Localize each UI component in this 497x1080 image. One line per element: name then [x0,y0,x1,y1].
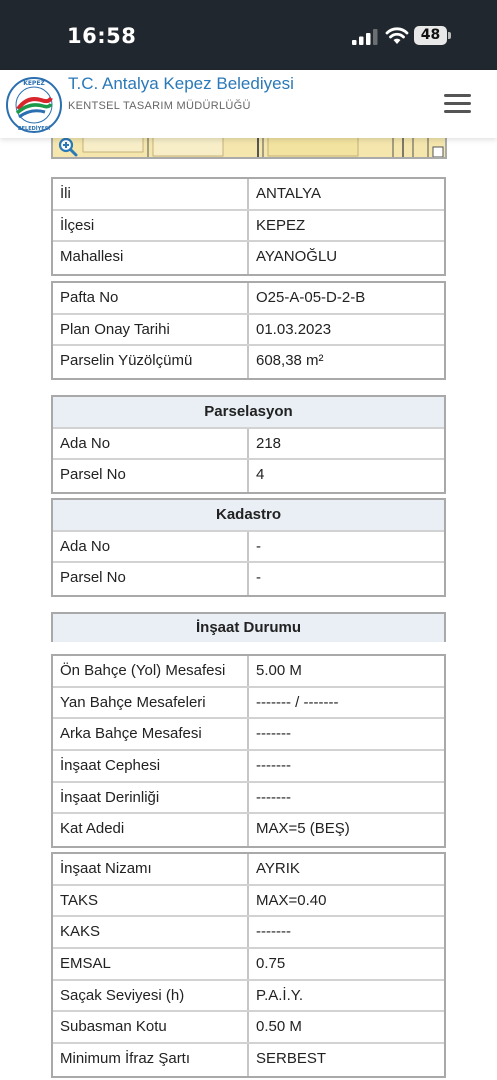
table-row [53,179,444,211]
table-row [53,315,444,347]
row-value: 218 [256,434,282,452]
row-label: EMSAL [53,949,249,979]
row-label: İnşaat Derinliği [53,783,249,813]
plan-table [51,281,446,380]
row-value: ------- [256,788,291,806]
row-value: 0.75 [256,955,286,973]
table-row [53,460,444,492]
section-title: Kadastro [53,500,444,532]
row-label: İli [53,179,249,209]
table-row [53,563,444,595]
row-value: KEPEZ [256,216,306,234]
table-row [53,949,444,981]
kadastro-table [51,498,446,597]
row-value: MAX=5 (BEŞ) [256,820,350,838]
section-title: Parselasyon [53,397,444,429]
row-value: ------- [256,757,291,775]
table-row [53,346,444,378]
row-label: Parsel No [53,460,249,492]
row-label: KAKS [53,917,249,947]
row-label: İnşaat Nizamı [53,854,249,884]
row-value: 4 [256,466,265,484]
svg-text:BELEDİYESİ: BELEDİYESİ [17,126,51,132]
app-header [0,70,497,138]
parselasyon-table [51,395,446,494]
table-row [53,751,444,783]
zoom-icon[interactable] [57,136,79,158]
row-value: AYANOĞLU [256,248,338,266]
row-label: Ada No [53,429,249,459]
row-value: 01.03.2023 [256,320,332,338]
table-row [53,283,444,315]
status-time: 16:58 [67,24,137,48]
row-label: Arka Bahçe Mesafesi [53,719,249,749]
table-row [53,242,444,274]
row-label: Yan Bahçe Mesafeleri [53,688,249,718]
row-label: Kat Adedi [53,814,249,846]
table-row [53,429,444,461]
insaat-durumu-header [51,612,446,642]
row-label: Minimum İfraz Şartı [53,1044,249,1076]
row-value: O25-A-05-D-2-B [256,289,366,306]
table-row [53,981,444,1013]
table-row [53,532,444,564]
table-row [53,656,444,688]
hamburger-menu-icon[interactable] [444,94,471,114]
table-row [53,719,444,751]
table-row [53,917,444,949]
location-table [51,177,446,276]
row-value: 0.50 M [256,1018,302,1036]
row-value: ------- [256,725,291,743]
building-rules-table [51,852,446,1078]
battery-level: 48 [414,26,447,45]
row-value: 5.00 M [256,662,302,679]
kepez-logo[interactable] [5,76,63,134]
row-label: Plan Onay Tarihi [53,315,249,345]
table-row [53,854,444,886]
table-row [53,886,444,918]
setback-table [51,654,446,848]
wifi-icon [385,26,409,45]
row-label: Pafta No [53,283,249,313]
row-value: ------- / ------- [256,693,339,711]
row-label: İlçesi [53,211,249,241]
table-row [53,783,444,815]
row-value: - [256,537,261,555]
row-label: Parsel No [53,563,249,595]
table-row [53,1044,444,1076]
row-value: ------- [256,923,291,941]
cellular-signal-icon [352,29,378,45]
row-label: Subasman Kotu [53,1012,249,1042]
table-row [53,688,444,720]
row-label: İnşaat Cephesi [53,751,249,781]
row-value: ANTALYA [256,185,322,202]
row-label: Parselin Yüzölçümü [53,346,249,378]
row-value: SERBEST [256,1050,327,1068]
row-label: Saçak Seviyesi (h) [53,981,249,1011]
row-label: Mahallesi [53,242,249,274]
table-row [53,814,444,846]
battery-icon [414,26,451,45]
row-value: MAX=0.40 [256,891,327,909]
table-row [53,1012,444,1044]
table-row [53,211,444,243]
row-label: Ada No [53,532,249,562]
row-value: 608,38 m² [256,352,324,370]
svg-text:KEPEZ: KEPEZ [23,80,45,87]
brand-title[interactable]: T.C. Antalya Kepez Belediyesi [68,74,294,93]
row-label: TAKS [53,886,249,916]
row-value: - [256,569,261,587]
row-value: P.A.İ.Y. [256,986,303,1004]
brand-subtitle: KENTSEL TASARIM MÜDÜRLÜĞÜ [68,100,251,112]
row-label: Ön Bahçe (Yol) Mesafesi [53,656,249,686]
row-value: AYRIK [256,860,300,877]
section-title: İnşaat Durumu [53,614,444,642]
status-bar [0,0,497,70]
